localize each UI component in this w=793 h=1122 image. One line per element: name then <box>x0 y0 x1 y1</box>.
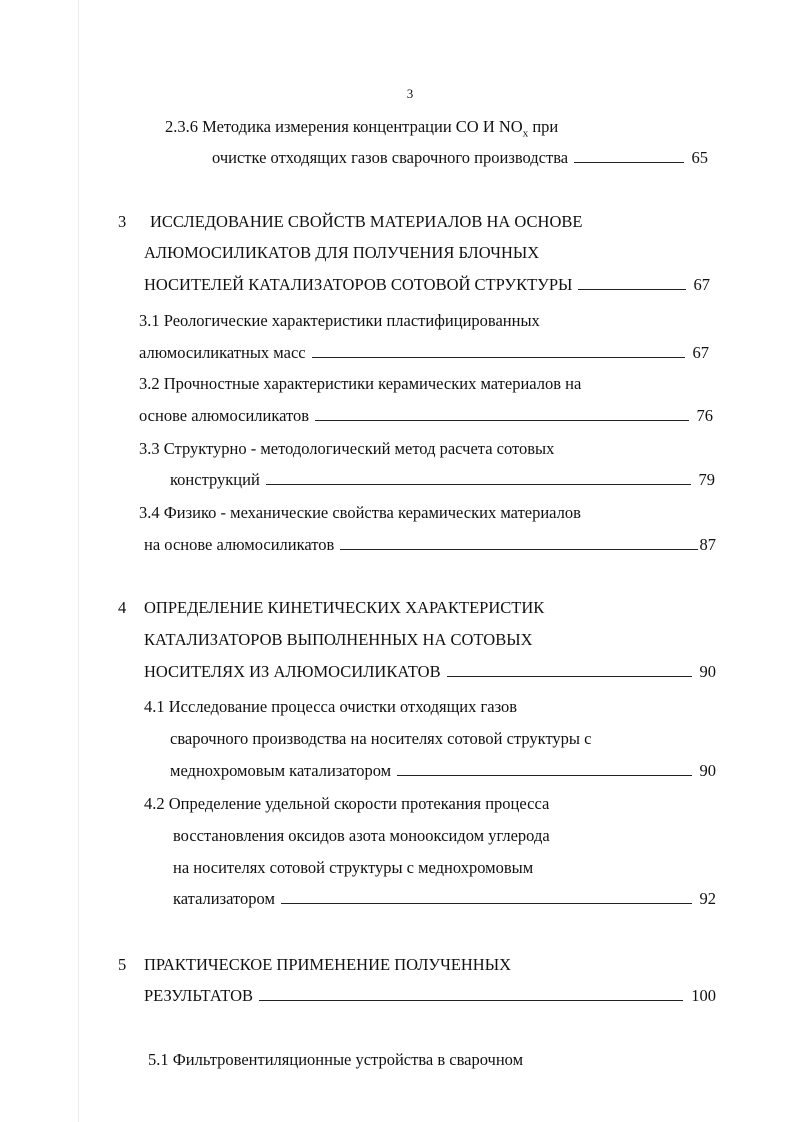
toc-text: катализатором <box>173 889 275 908</box>
toc-page: 92 <box>699 889 716 908</box>
toc-page: 87 <box>699 535 716 554</box>
toc-page: 76 <box>696 406 713 425</box>
page-number: 3 <box>406 86 414 101</box>
chapter-number: 3 <box>118 212 127 231</box>
toc-text: НОСИТЕЛЯХ ИЗ АЛЮМОСИЛИКАТОВ <box>144 662 441 681</box>
leader-line <box>340 535 697 550</box>
chapter-4-title-line3 <box>144 662 716 682</box>
toc-page: 79 <box>698 470 715 489</box>
toc-entry-4-2-line4 <box>173 889 716 909</box>
toc-text: 2.3.6 Методика измерения концентрации СО И NO <box>165 117 523 136</box>
chapter-3-title-line1: ИССЛЕДОВАНИЕ СВОЙСТВ МАТЕРИАЛОВ НА ОСНОВЕ <box>150 212 583 231</box>
leader-line <box>281 889 692 904</box>
toc-entry-4-2-line1: 4.2 Определение удельной скорости протекания процесса <box>144 794 550 813</box>
toc-page: 65 <box>691 148 708 167</box>
leader-line <box>578 275 685 290</box>
toc-entry-4-1-line3 <box>170 761 716 781</box>
chapter-5-title-line2 <box>144 986 716 1006</box>
toc-text: очистке отходящих газов сварочного производства <box>212 148 569 167</box>
leader-line <box>315 406 688 421</box>
toc-text: меднохромовым катализатором <box>170 761 392 780</box>
toc-text: на основе алюмосиликатов <box>144 535 335 554</box>
toc-text: основе алюмосиликатов <box>139 406 310 425</box>
toc-entry-3-3-line1: 3.3 Структурно - методологический метод расчета сотовых <box>139 439 555 458</box>
toc-text: РЕЗУЛЬТАТОВ <box>144 986 254 1005</box>
toc-entry-3-4-line1: 3.4 Физико - механические свойства керамических материалов <box>139 503 581 522</box>
chapter-number: 5 <box>118 955 127 974</box>
toc-page: 90 <box>699 761 716 780</box>
chapter-4-title-line2: КАТАЛИЗАТОРОВ ВЫПОЛНЕННЫХ НА СОТОВЫХ <box>144 630 533 649</box>
toc-entry-3-2-line1: 3.2 Прочностные характеристики керамических материалов на <box>139 374 582 393</box>
chapter-number: 4 <box>118 598 127 617</box>
toc-entry-3-2-line2 <box>139 406 713 426</box>
toc-entry-2-3-6-line1 <box>165 117 559 140</box>
toc-entry-3-1-line2 <box>139 343 709 363</box>
toc-text: алюмосиликатных масс <box>139 343 306 362</box>
toc-page: 67 <box>692 343 709 362</box>
chapter-3-title-line3 <box>144 275 710 295</box>
toc-entry-4-2-line2: восстановления оксидов азота монооксидом углерода <box>173 826 550 845</box>
toc-text: при <box>528 117 559 136</box>
toc-entry-3-1-line1: 3.1 Реологические характеристики пластифицированных <box>139 311 540 330</box>
leader-line <box>447 662 692 677</box>
toc-entry-5-1-line1: 5.1 Фильтровентиляционные устройства в сварочном <box>148 1050 524 1069</box>
toc-entry-4-1-line2: сварочного производства на носителях сотовой структуры с <box>170 729 592 748</box>
toc-entry-2-3-6-line2 <box>212 148 708 168</box>
chapter-5-title-line1: ПРАКТИЧЕСКОЕ ПРИМЕНЕНИЕ ПОЛУЧЕННЫХ <box>144 955 512 974</box>
chapter-3-title-line2: АЛЮМОСИЛИКАТОВ ДЛЯ ПОЛУЧЕНИЯ БЛОЧНЫХ <box>144 243 540 262</box>
leader-line <box>266 470 691 485</box>
toc-text: НОСИТЕЛЕЙ КАТАЛИЗАТОРОВ СОТОВОЙ СТРУКТУРЫ <box>144 275 573 294</box>
subscript: x <box>522 127 529 140</box>
toc-page: 67 <box>693 275 710 294</box>
toc-entry-3-4-line2 <box>144 535 716 555</box>
scan-edge <box>78 0 79 1122</box>
leader-line <box>397 761 691 776</box>
toc-page: 100 <box>691 986 716 1005</box>
leader-line <box>312 343 685 358</box>
leader-line <box>259 986 683 1001</box>
chapter-4-title-line1: ОПРЕДЕЛЕНИЕ КИНЕТИЧЕСКИХ ХАРАКТЕРИСТИК <box>144 598 545 617</box>
toc-text: конструкций <box>170 470 260 489</box>
toc-entry-4-1-line1: 4.1 Исследование процесса очистки отходящих газов <box>144 697 518 716</box>
toc-entry-4-2-line3: на носителях сотовой структуры с меднохромовым <box>173 858 534 877</box>
leader-line <box>574 148 683 163</box>
toc-entry-3-3-line2 <box>170 470 715 490</box>
toc-page: 90 <box>699 662 716 681</box>
